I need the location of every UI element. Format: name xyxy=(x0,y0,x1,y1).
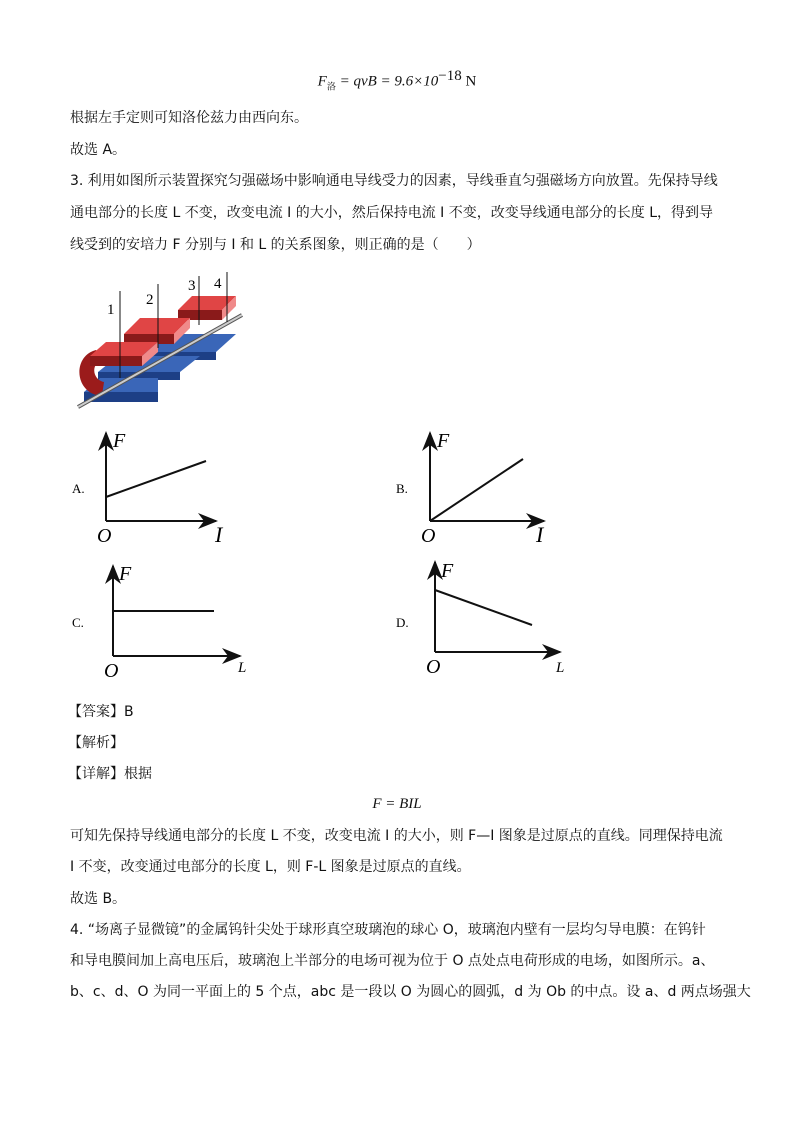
svg-text:I: I xyxy=(215,522,223,547)
question-3-line: 3. 利用如图所示装置探究匀强磁场中影响通电导线受力的因素，导线垂直匀强磁场方向放置。先保持导线 xyxy=(70,173,718,189)
explanation-line: 可知先保持导线通电部分的长度 L 不变，改变电流 I 的大小，则 F—I 图象是过原点的直线。同理保持电流 xyxy=(70,828,723,844)
svg-text:I: I xyxy=(536,522,544,547)
svg-text:O: O xyxy=(104,660,119,682)
question-3-line: 线受到的安培力 F 分别与 I 和 L 的关系图象，则正确的是（ ） xyxy=(70,237,481,253)
question-4-line: 和导电膜间加上高电压后，玻璃泡上半部分的电场可视为位于 O 点处点电荷形成的电场，如图所示。a、 xyxy=(70,953,715,969)
svg-text:O: O xyxy=(421,525,436,547)
figure-label: 1 xyxy=(107,302,115,318)
question-4-line: b、c、d、O 为同一平面上的 5 个点，abc 是一段以 O 为圆心的圆弧，d 为 Ob 的中点。设 a、d 两点场强大 xyxy=(70,984,751,1000)
answer-label: 【答案】B xyxy=(68,704,134,720)
detail-label: 【详解】根据 xyxy=(68,766,152,782)
option-c-graph xyxy=(72,563,246,682)
graph-line xyxy=(435,590,532,625)
explanation-line: I 不变，改变通过电部分的长度 L，则 F-L 图象是过原点的直线。 xyxy=(70,859,471,875)
option-a-graph xyxy=(72,430,224,547)
svg-text:L: L xyxy=(238,660,247,676)
paragraph: 根据左手定则可知洛伦兹力由西向东。 xyxy=(70,110,308,126)
formula-ampere-force: F = BIL xyxy=(372,796,422,812)
svg-text:O: O xyxy=(426,656,441,678)
magnet-apparatus-figure xyxy=(78,272,242,407)
option-label: C. xyxy=(72,615,84,630)
figure-label: 3 xyxy=(188,278,196,294)
svg-text:F: F xyxy=(437,430,450,452)
figure-label: 4 xyxy=(214,276,222,292)
svg-text:L: L xyxy=(556,660,565,676)
analysis-label: 【解析】 xyxy=(68,735,124,751)
graph-line xyxy=(430,459,523,521)
paragraph: 故选 A。 xyxy=(70,142,127,158)
option-b-graph xyxy=(396,430,545,547)
question-4-line: 4. “场离子显微镜”的金属钨针尖处于球形真空玻璃泡的球心 O，玻璃泡内壁有一层均匀导电膜：在钨针 xyxy=(70,922,706,938)
svg-text:F: F xyxy=(113,430,126,452)
svg-text:O: O xyxy=(97,525,112,547)
svg-text:F: F xyxy=(119,563,132,585)
svg-text:F: F xyxy=(441,560,454,582)
figure-label: 2 xyxy=(146,292,154,308)
question-3-line: 通电部分的长度 L 不变，改变电流 I 的大小，然后保持电流 I 不变，改变导线通电部分的长度 L，得到导 xyxy=(70,205,714,221)
paragraph: 故选 B。 xyxy=(70,891,127,907)
option-d-graph xyxy=(396,560,564,678)
option-label: B. xyxy=(396,481,408,496)
option-label: A. xyxy=(72,481,85,496)
graph-line xyxy=(106,461,206,497)
formula-lorentz-force: $F_洛$ = qvB = $9.6\times 10^{-18}$ N xyxy=(317,68,477,93)
option-label: D. xyxy=(396,615,409,630)
